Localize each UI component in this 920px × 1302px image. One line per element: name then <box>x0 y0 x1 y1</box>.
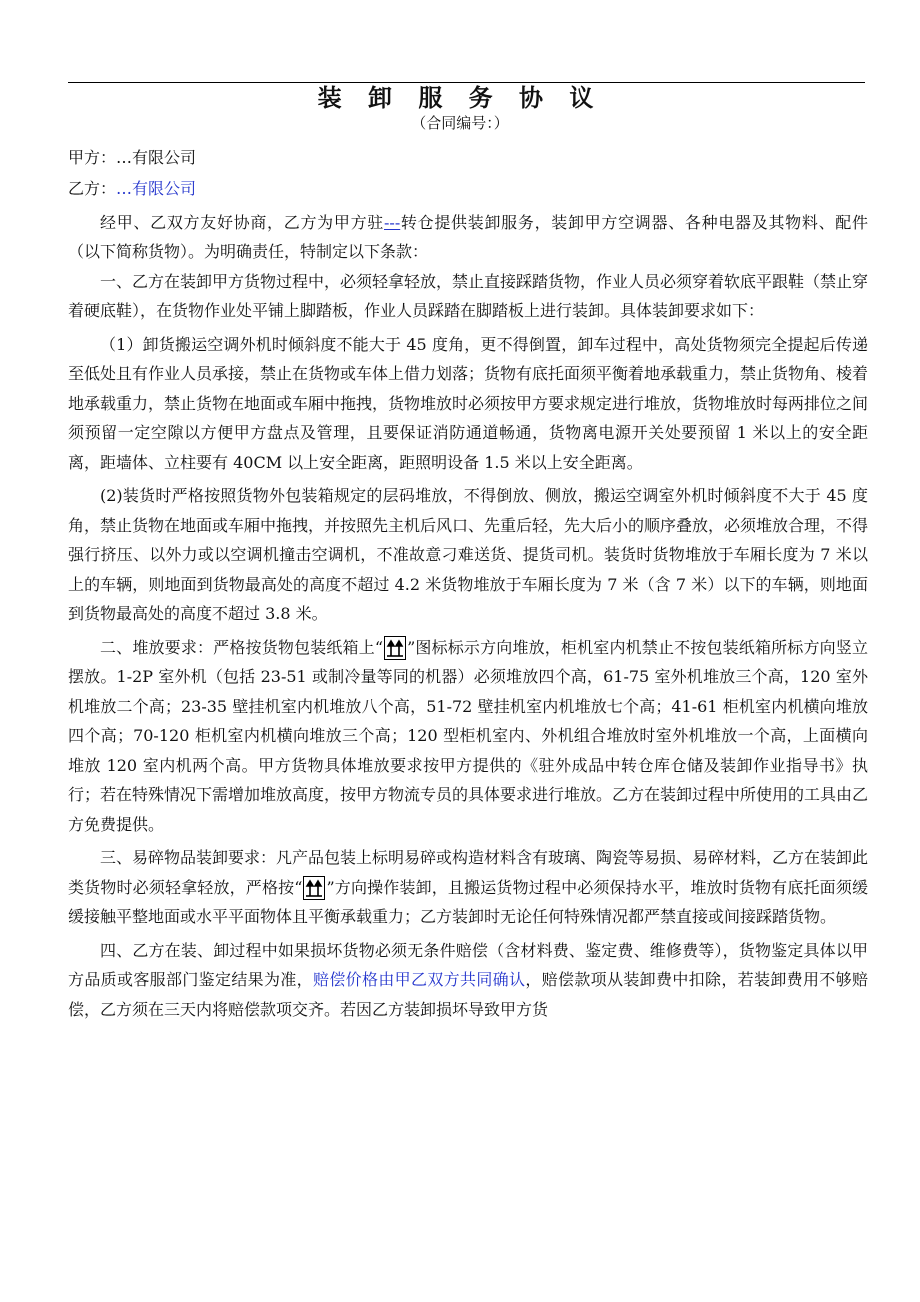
clause-4-text-2: ，赔偿款项从装卸费中扣除，若装卸费用不够赔偿，乙方须在三天内将赔偿款项交齐。若因乙方装卸损坏导致甲方货 <box>68 970 868 1019</box>
party-a <box>68 143 868 173</box>
party-b <box>68 174 868 204</box>
clause-4-text-1: 四、乙方在装、卸过程中如果损坏货物必须无条件赔偿（含材料费、鉴定费、维修费等），货物鉴定具体以甲方品质或客服部门鉴定结果为准， <box>68 940 868 989</box>
clause-1-item-1: （1）卸货搬运空调外机时倾斜度不能大于 45 度角，更不得倒置，卸车过程中，高处货物须完全提起后传递至低处且有作业人员承接，禁止在货物或车体上借力划落；货物有底托面须平衡着地承载重力，禁止货物角、棱着地承载重力，禁止货物在地面或车厢中拖拽，货物堆放时必须按甲方要求规定进行堆放，货物堆放时每两排位之间须预留一定空隙以方便甲方盘点及管理，且要保证消防通道畅通，货物离电源开关处要预留 1 米以上的安全距离，距墙体、立柱要有 40CM 以上安全距离，距照明设备 1.5 米以上安全距离。 <box>68 334 869 472</box>
clause-1-item-2: (2)装货时严格按照货物外包装箱规定的层码堆放，不得倒放、侧放，搬运空调室外机时倾斜度不大于 45 度角，禁止货物在地面或车厢中拖拽，并按照先主机后风口、先重后轻，先大后小的顺序叠放，必须堆放合理，不得强行挤压、以外力或以空调机撞击空调机，不准故意刁难送货、提货司机。装货时货物堆放于车厢长度为 7 米以上的车辆，则地面到货物最高处的高度不超过 4.2 米货物堆放于车厢长度为 7 米（含 7 米）以下的车辆，则地面到货物最高处的高度不超过 3.8 米。 <box>68 486 869 623</box>
clause-3-text-2: ”方向操作装卸，且搬运货物过程中必须保持水平，堆放时货物有底托面须缓缓接触平整地面或水平平面物体且平衡承载重力；乙方装卸时无论任何特殊情况都严禁直接或间接踩踏货物。 <box>68 877 868 926</box>
document-body <box>68 143 868 1024</box>
intro-text-1: 经甲、乙双方友好协商，乙方为甲方驻 <box>100 212 384 232</box>
clause-1-intro: 一、乙方在装卸甲方货物过程中，必须轻拿轻放，禁止直接踩踏货物，作业人员必须穿着软底平跟鞋（禁止穿着硬底鞋），在货物作业处平铺上脚踏板，作业人员踩踏在脚踏板上进行装卸。具体装卸要求如下： <box>68 271 869 320</box>
clause-3 <box>68 843 868 932</box>
party-a-name: …有限公司 <box>116 148 197 167</box>
clause-2 <box>68 633 868 840</box>
clause-3-text-1: 三、易碎物品装卸要求：凡产品包装上标明易碎或构造材料含有玻璃、陶瓷等易损、易碎材料，乙方在装卸此类货物时必须轻拿轻放，严格按“ <box>68 848 869 897</box>
intro-paragraph <box>68 208 868 267</box>
header-rule <box>68 82 865 83</box>
document-title: 装 卸 服 务 协 议 <box>317 84 603 112</box>
intro-text-2: 转仓提供装卸服务，装卸甲方空调器、各种电器及其物料、配件（以下简称货物）。为明确责任，特制定以下条款： <box>68 212 868 261</box>
compensation-highlight: 赔偿价格由甲乙双方共同确认 <box>313 970 526 989</box>
this-way-up-icon <box>303 876 325 900</box>
party-b-name: …有限公司 <box>116 179 197 198</box>
contract-number: （合同编号：） <box>411 114 509 132</box>
clause-2-text-2: ”图标标示方向堆放，柜机室内机禁止不按包装纸箱所标方向竖立摆放。1-2P 室外机（包括 23-51 或制冷量等同的机器）必须堆放四个高，61-75 室外机堆放三个高，120 室外机堆放二个高；23-35 壁挂机室内机堆放八个高，51-72 壁挂机室内机堆放七个高；41-61 柜机室内机横向堆放四个高；70-120 柜机室内机横向堆放三个高；120 型柜机室内、外机组合堆放时室外机堆放一个高，上面横向堆放 120 室内机两个高。甲方货物具体堆放要求按甲方提供的《驻外成品中转仓库仓储及装卸作业指导书》执行；若在特殊情况下需增加堆放高度，按甲方物流专员的具体要求进行堆放。乙方在装卸过程中所使用的工具由乙方免费提供。 <box>68 637 869 834</box>
party-a-label: 甲方： <box>68 148 117 167</box>
clause-2-text-1: 二、堆放要求：严格按货物包装纸箱上“ <box>100 637 384 657</box>
clause-4 <box>68 936 868 1025</box>
location-blank: --- <box>384 212 401 232</box>
party-b-label: 乙方： <box>68 179 117 198</box>
this-way-up-icon <box>384 636 406 660</box>
